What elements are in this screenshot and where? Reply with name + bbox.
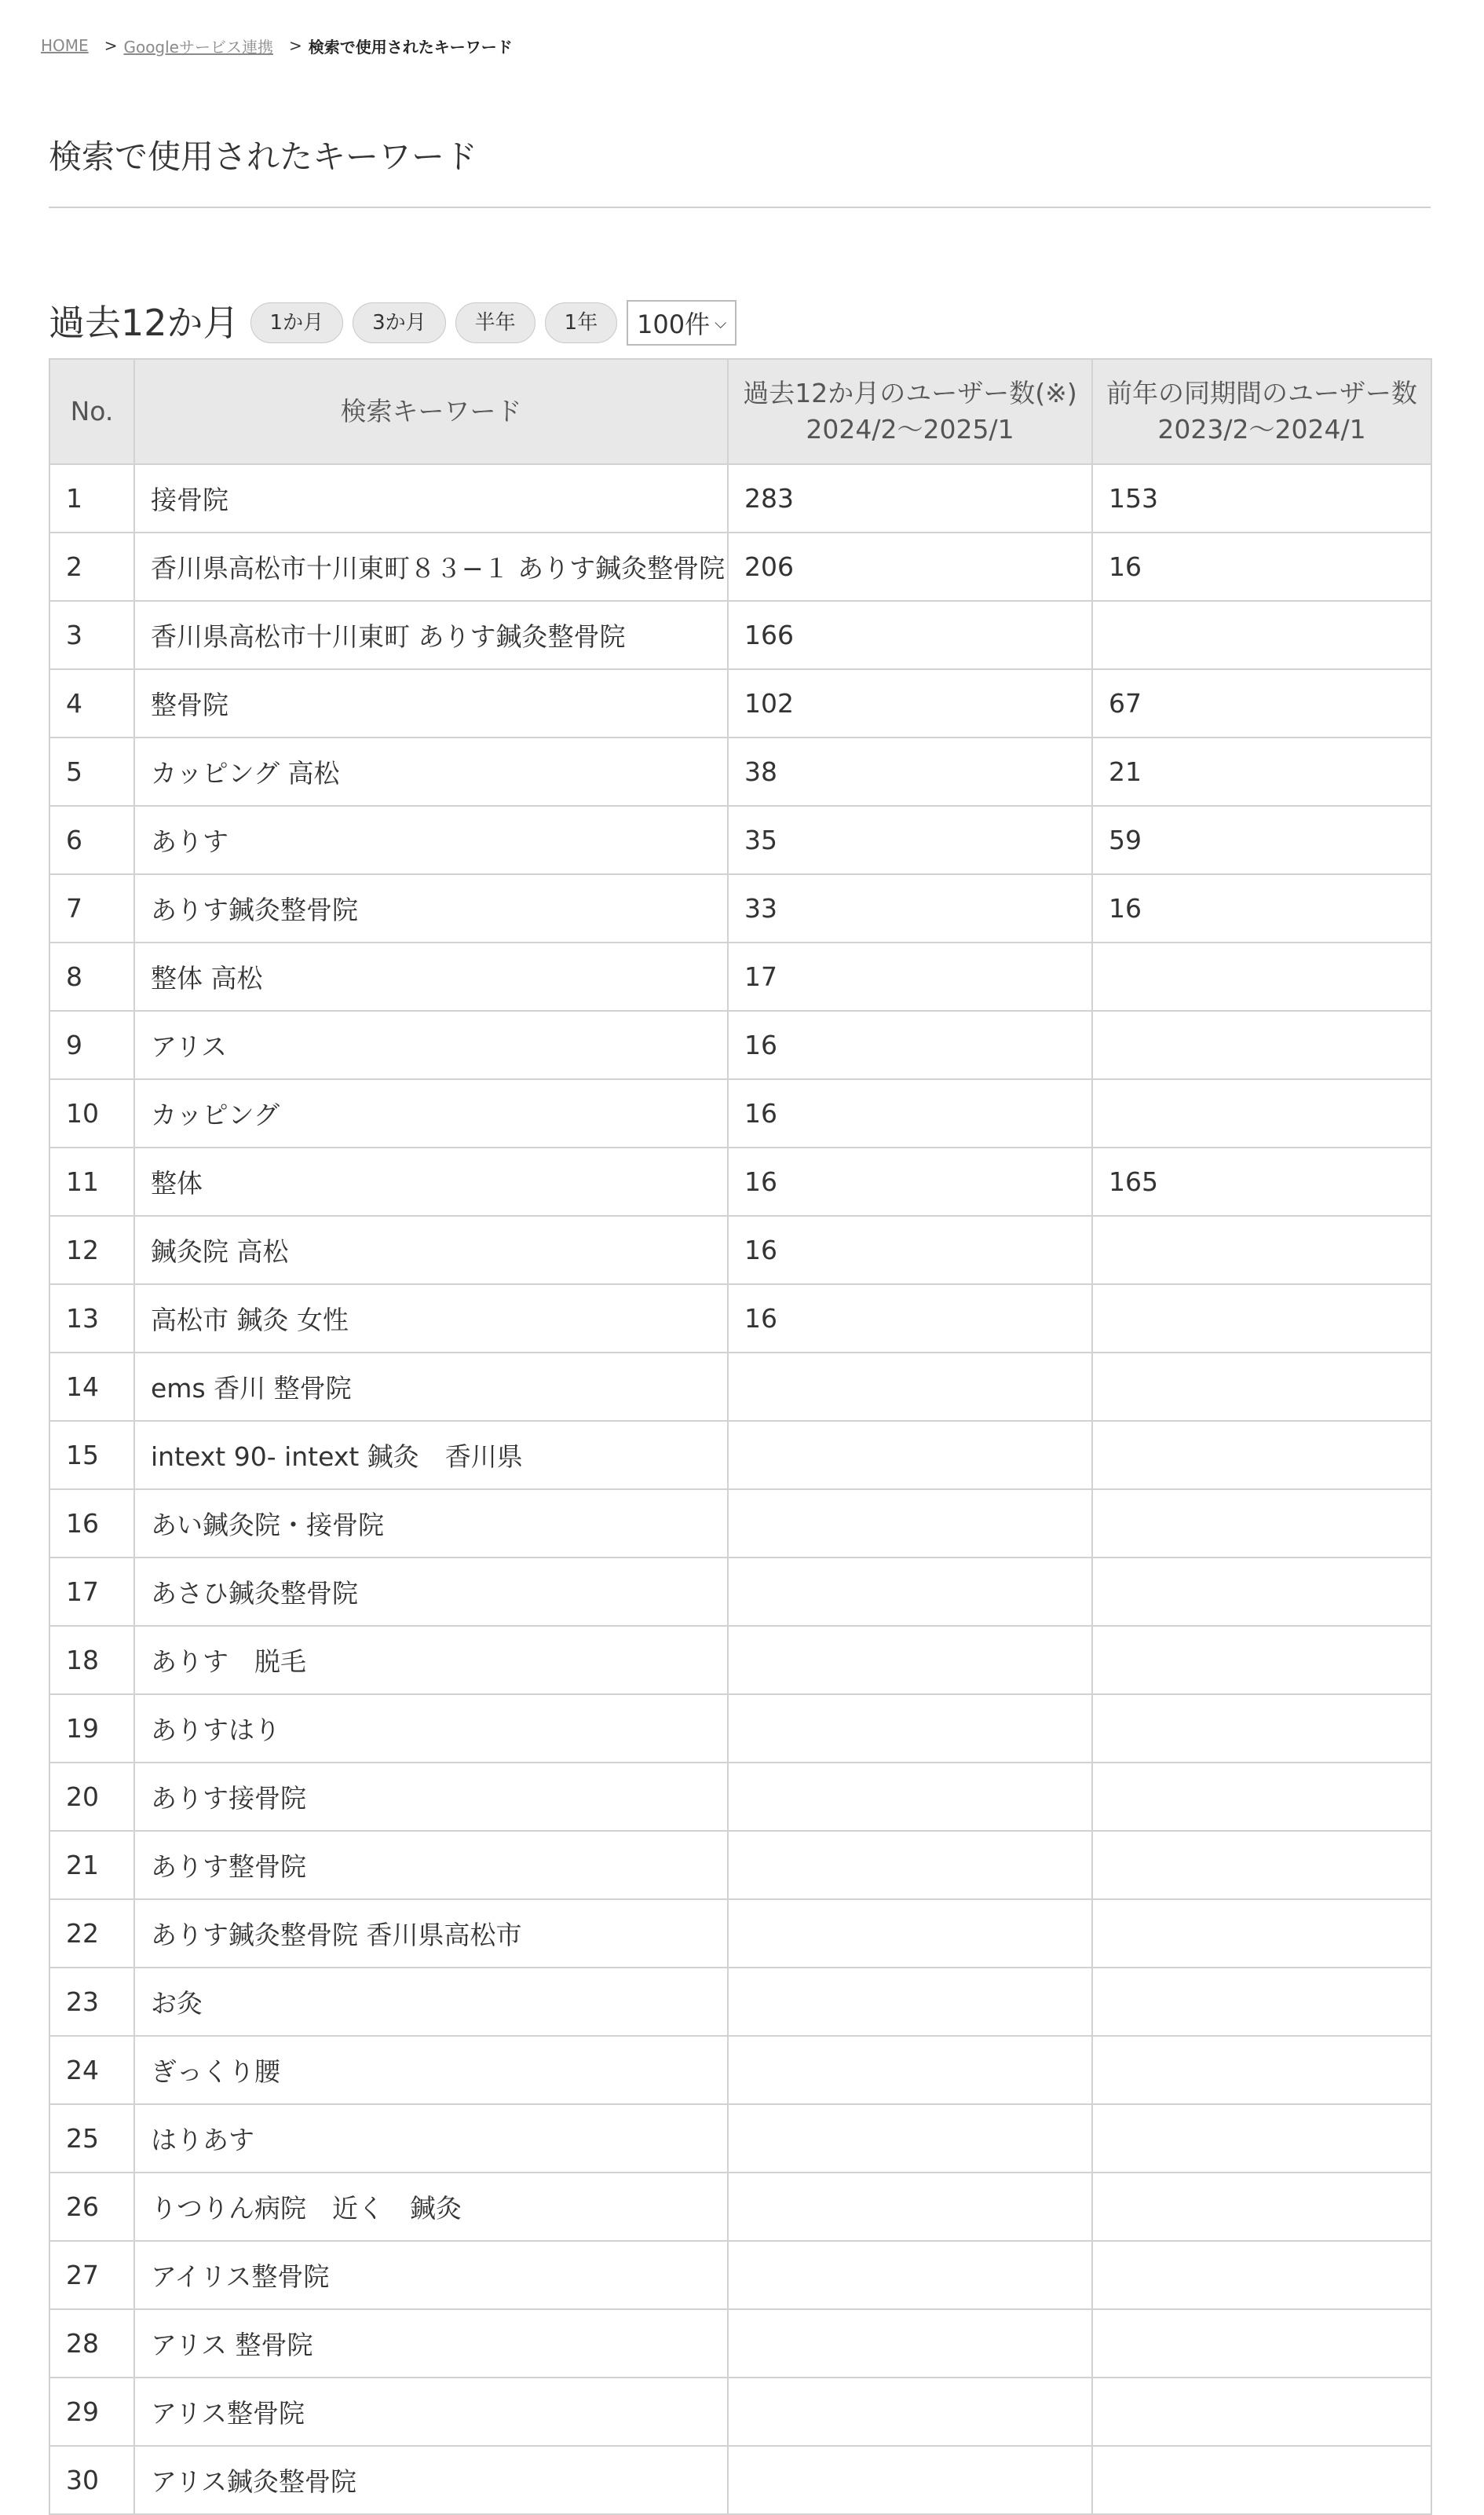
- cell-keyword: アリス鍼灸整骨院: [134, 2446, 728, 2514]
- cell-previous-users: [1092, 1968, 1431, 2036]
- breadcrumb-separator: >: [104, 36, 118, 55]
- cell-no: 12: [49, 1216, 134, 1284]
- chevron-down-icon: ⌵: [715, 313, 727, 332]
- cell-keyword: intext 90- intext 鍼灸 香川県: [134, 1421, 728, 1489]
- cell-previous-users: 16: [1092, 533, 1431, 601]
- cell-keyword: ありす整骨院: [134, 1831, 728, 1899]
- cell-keyword: ありす鍼灸整骨院 香川県高松市: [134, 1899, 728, 1968]
- cell-current-users: 16: [728, 1284, 1092, 1353]
- cell-keyword: ありすはり: [134, 1694, 728, 1763]
- cell-previous-users: [1092, 1694, 1431, 1763]
- cell-no: 10: [49, 1079, 134, 1148]
- cell-current-users: 38: [728, 738, 1092, 806]
- table-body: [49, 464, 1431, 2514]
- header-previous-users-label: 前年の同期間のユーザー数: [1106, 378, 1417, 408]
- cell-keyword: アイリス整骨院: [134, 2241, 728, 2309]
- cell-current-users: [728, 2241, 1092, 2309]
- cell-no: 16: [49, 1489, 134, 1558]
- cell-keyword: 接骨院: [134, 464, 728, 533]
- cell-no: 27: [49, 2241, 134, 2309]
- cell-current-users: [728, 1421, 1092, 1489]
- cell-previous-users: [1092, 2446, 1431, 2514]
- keyword-table: [49, 358, 1432, 2515]
- cell-previous-users: [1092, 2173, 1431, 2241]
- cell-keyword: あさひ鍼灸整骨院: [134, 1558, 728, 1626]
- cell-keyword: ありす: [134, 806, 728, 874]
- cell-previous-users: 21: [1092, 738, 1431, 806]
- header-current-users-label: 過去12か月のユーザー数(※): [743, 378, 1077, 408]
- cell-no: 22: [49, 1899, 134, 1968]
- cell-no: 6: [49, 806, 134, 874]
- cell-no: 4: [49, 669, 134, 738]
- cell-keyword: 整骨院: [134, 669, 728, 738]
- cell-no: 20: [49, 1763, 134, 1831]
- table-row: [49, 943, 1431, 1011]
- cell-previous-users: 67: [1092, 669, 1431, 738]
- table-row: [49, 874, 1431, 943]
- cell-keyword: 香川県高松市十川東町 ありす鍼灸整骨院: [134, 601, 728, 669]
- cell-previous-users: 153: [1092, 464, 1431, 533]
- cell-previous-users: [1092, 1558, 1431, 1626]
- cell-current-users: [728, 1763, 1092, 1831]
- table-row: [49, 1626, 1431, 1694]
- cell-no: 29: [49, 2378, 134, 2446]
- table-row: [49, 1694, 1431, 1763]
- breadcrumb-google-services-link[interactable]: Googleサービス連携: [123, 37, 273, 57]
- cell-previous-users: [1092, 2309, 1431, 2378]
- cell-no: 5: [49, 738, 134, 806]
- cell-keyword: ems 香川 整骨院: [134, 1353, 728, 1421]
- cell-keyword: アリス 整骨院: [134, 2309, 728, 2378]
- table-row: [49, 1079, 1431, 1148]
- table-row: [49, 2309, 1431, 2378]
- cell-no: 13: [49, 1284, 134, 1353]
- cell-keyword: 香川県高松市十川東町８３−１ ありす鍼灸整骨院: [134, 533, 728, 601]
- cell-previous-users: [1092, 2241, 1431, 2309]
- table-row: [49, 2104, 1431, 2173]
- cell-current-users: 16: [728, 1148, 1092, 1216]
- breadcrumb-current: 検索で使用されたキーワード: [308, 37, 513, 57]
- cell-no: 30: [49, 2446, 134, 2514]
- cell-no: 3: [49, 601, 134, 669]
- cell-no: 21: [49, 1831, 134, 1899]
- cell-previous-users: [1092, 1079, 1431, 1148]
- cell-current-users: 33: [728, 874, 1092, 943]
- cell-current-users: [728, 1558, 1092, 1626]
- period-half-year-button[interactable]: 半年: [455, 302, 535, 343]
- table-row: [49, 464, 1431, 533]
- cell-previous-users: [1092, 1284, 1431, 1353]
- period-1-month-button[interactable]: 1か月: [250, 302, 344, 343]
- cell-no: 8: [49, 943, 134, 1011]
- table-row: [49, 1216, 1431, 1284]
- cell-no: 25: [49, 2104, 134, 2173]
- cell-keyword: ぎっくり腰: [134, 2036, 728, 2104]
- cell-keyword: 高松市 鍼灸 女性: [134, 1284, 728, 1353]
- period-bar: [49, 297, 737, 349]
- cell-current-users: [728, 2309, 1092, 2378]
- table-row: [49, 806, 1431, 874]
- cell-keyword: ありす鍼灸整骨院: [134, 874, 728, 943]
- table-row: [49, 1353, 1431, 1421]
- cell-previous-users: [1092, 1011, 1431, 1079]
- cell-current-users: 17: [728, 943, 1092, 1011]
- cell-current-users: 35: [728, 806, 1092, 874]
- table-row: [49, 669, 1431, 738]
- table-row: [49, 1968, 1431, 2036]
- cell-previous-users: [1092, 1216, 1431, 1284]
- table-header-row: [49, 359, 1431, 464]
- cell-current-users: [728, 2173, 1092, 2241]
- cell-current-users: 283: [728, 464, 1092, 533]
- cell-current-users: [728, 2036, 1092, 2104]
- cell-previous-users: [1092, 1831, 1431, 1899]
- cell-keyword: アリス整骨院: [134, 2378, 728, 2446]
- row-count-select[interactable]: [627, 300, 737, 346]
- cell-previous-users: [1092, 601, 1431, 669]
- cell-no: 11: [49, 1148, 134, 1216]
- header-previous-users: [1092, 359, 1431, 464]
- period-3-months-button[interactable]: 3か月: [353, 302, 446, 343]
- header-current-users: [728, 359, 1092, 464]
- breadcrumb-home-link[interactable]: HOME: [41, 36, 89, 55]
- cell-current-users: 16: [728, 1216, 1092, 1284]
- table-row: [49, 1011, 1431, 1079]
- table-row: [49, 1284, 1431, 1353]
- cell-current-users: 102: [728, 669, 1092, 738]
- table-row: [49, 2241, 1431, 2309]
- cell-previous-users: [1092, 1626, 1431, 1694]
- cell-keyword: カッピング: [134, 1079, 728, 1148]
- cell-current-users: [728, 2446, 1092, 2514]
- table-row: [49, 1763, 1431, 1831]
- title-divider: [49, 207, 1431, 208]
- cell-keyword: あい鍼灸院・接骨院: [134, 1489, 728, 1558]
- cell-current-users: 16: [728, 1079, 1092, 1148]
- cell-no: 19: [49, 1694, 134, 1763]
- header-current-users-range: 2024/2〜2025/1: [806, 414, 1014, 445]
- cell-current-users: [728, 1899, 1092, 1968]
- table-row: [49, 601, 1431, 669]
- cell-no: 28: [49, 2309, 134, 2378]
- table-row: [49, 2036, 1431, 2104]
- cell-current-users: [728, 1694, 1092, 1763]
- cell-current-users: [728, 1831, 1092, 1899]
- cell-previous-users: 165: [1092, 1148, 1431, 1216]
- cell-previous-users: [1092, 1489, 1431, 1558]
- table-row: [49, 1148, 1431, 1216]
- header-no: No.: [49, 359, 134, 464]
- cell-keyword: はりあす: [134, 2104, 728, 2173]
- cell-previous-users: [1092, 2104, 1431, 2173]
- table-row: [49, 738, 1431, 806]
- cell-previous-users: [1092, 2378, 1431, 2446]
- table-row: [49, 2378, 1431, 2446]
- cell-no: 23: [49, 1968, 134, 2036]
- table-row: [49, 1489, 1431, 1558]
- cell-keyword: お灸: [134, 1968, 728, 2036]
- cell-previous-users: [1092, 1353, 1431, 1421]
- table-row: [49, 2446, 1431, 2514]
- cell-previous-users: [1092, 1421, 1431, 1489]
- cell-no: 24: [49, 2036, 134, 2104]
- cell-previous-users: 59: [1092, 806, 1431, 874]
- table-row: [49, 1831, 1431, 1899]
- cell-keyword: りつりん病院 近く 鍼灸: [134, 2173, 728, 2241]
- cell-previous-users: [1092, 1763, 1431, 1831]
- table-row: [49, 1558, 1431, 1626]
- cell-no: 9: [49, 1011, 134, 1079]
- cell-no: 26: [49, 2173, 134, 2241]
- cell-no: 15: [49, 1421, 134, 1489]
- cell-keyword: 鍼灸院 高松: [134, 1216, 728, 1284]
- cell-no: 18: [49, 1626, 134, 1694]
- table-row: [49, 1421, 1431, 1489]
- cell-keyword: ありす接骨院: [134, 1763, 728, 1831]
- cell-no: 2: [49, 533, 134, 601]
- cell-keyword: ありす 脱毛: [134, 1626, 728, 1694]
- cell-keyword: 整体: [134, 1148, 728, 1216]
- cell-current-users: [728, 1489, 1092, 1558]
- row-count-value: 100件: [637, 309, 711, 339]
- cell-current-users: [728, 1353, 1092, 1421]
- table-row: [49, 533, 1431, 601]
- cell-no: 17: [49, 1558, 134, 1626]
- cell-previous-users: [1092, 2036, 1431, 2104]
- cell-current-users: [728, 2378, 1092, 2446]
- cell-previous-users: [1092, 943, 1431, 1011]
- cell-keyword: 整体 高松: [134, 943, 728, 1011]
- period-label: 過去12か月: [49, 302, 239, 344]
- cell-previous-users: 16: [1092, 874, 1431, 943]
- table-row: [49, 1899, 1431, 1968]
- cell-no: 7: [49, 874, 134, 943]
- header-previous-users-range: 2023/2〜2024/1: [1157, 414, 1366, 445]
- breadcrumb: [41, 33, 513, 58]
- cell-keyword: アリス: [134, 1011, 728, 1079]
- table-row: [49, 2173, 1431, 2241]
- cell-current-users: 16: [728, 1011, 1092, 1079]
- cell-current-users: 166: [728, 601, 1092, 669]
- cell-current-users: [728, 1968, 1092, 2036]
- cell-no: 14: [49, 1353, 134, 1421]
- breadcrumb-separator: >: [288, 36, 302, 55]
- cell-keyword: カッピング 高松: [134, 738, 728, 806]
- cell-previous-users: [1092, 1899, 1431, 1968]
- page-title: 検索で使用されたキーワード: [49, 137, 478, 176]
- header-keyword: 検索キーワード: [134, 359, 728, 464]
- cell-current-users: [728, 1626, 1092, 1694]
- cell-current-users: [728, 2104, 1092, 2173]
- period-1-year-button[interactable]: 1年: [545, 302, 618, 343]
- cell-no: 1: [49, 464, 134, 533]
- cell-current-users: 206: [728, 533, 1092, 601]
